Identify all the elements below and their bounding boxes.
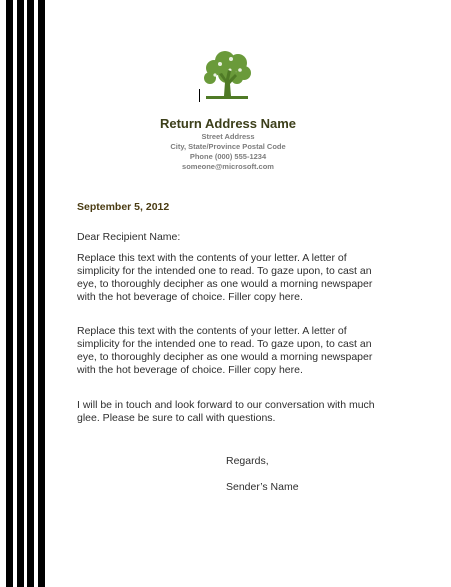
stripe bbox=[27, 0, 34, 587]
return-address-name[interactable]: Return Address Name bbox=[159, 116, 297, 131]
paragraph-text: Replace this text with the contents of your letter. A letter of simplicity for the intended one to read. To gaze upon, to cast an eye, to thoroughly decipher as one would a morning newspaper with the hot beverage of choice. Filler copy here. bbox=[77, 325, 373, 376]
street-address[interactable]: Street Address bbox=[201, 132, 255, 141]
letter-date[interactable]: September 5, 2012 bbox=[77, 201, 170, 213]
tree-logo-icon[interactable] bbox=[200, 50, 254, 102]
body-paragraph-1[interactable] bbox=[77, 252, 387, 304]
sender-name[interactable]: Sender’s Name bbox=[226, 481, 299, 493]
city-state-postal[interactable]: City, State/Province Postal Code bbox=[170, 142, 286, 151]
body-paragraph-3[interactable] bbox=[77, 399, 387, 425]
salutation[interactable]: Dear Recipient Name: bbox=[77, 231, 181, 243]
return-address-block bbox=[118, 115, 338, 172]
stripe bbox=[17, 0, 24, 587]
paragraph-text: I will be in touch and look forward to our conversation with much glee. Please be sure to call with questions. bbox=[77, 399, 375, 424]
closing[interactable]: Regards, bbox=[226, 455, 269, 467]
phone-number[interactable]: Phone (000) 555-1234 bbox=[189, 152, 267, 161]
text-cursor bbox=[199, 89, 200, 102]
decorative-stripes bbox=[0, 0, 46, 587]
stripe bbox=[6, 0, 13, 587]
email-address[interactable]: someone@microsoft.com bbox=[182, 162, 274, 171]
paragraph-text: Replace this text with the contents of your letter. A letter of simplicity for the intended one to read. To gaze upon, to cast an eye, to thoroughly decipher as one would a morning newspaper with the hot beverage of choice. Filler copy here. bbox=[77, 252, 373, 303]
body-paragraph-2[interactable] bbox=[77, 325, 387, 377]
stripe bbox=[38, 0, 45, 587]
